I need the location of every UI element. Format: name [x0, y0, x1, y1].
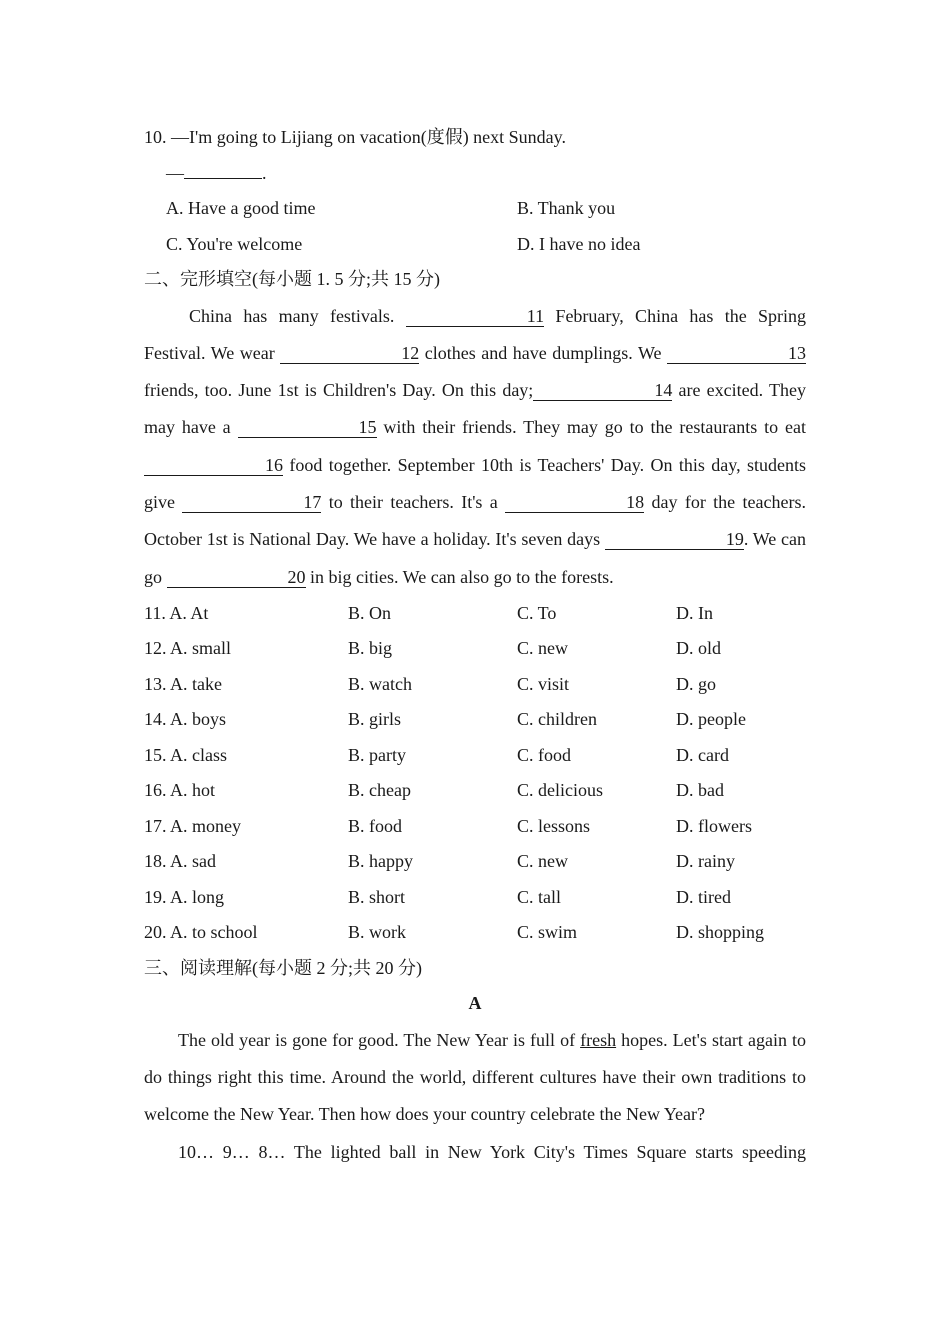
- question-row-14: [144, 702, 806, 738]
- reading-text: The old year is gone for good. The New Year is full of: [178, 1029, 581, 1050]
- q10-reply-period: .: [262, 162, 267, 183]
- cloze-blank-16[interactable]: [144, 455, 283, 476]
- option-17-b[interactable]: B. food: [348, 815, 402, 836]
- option-17-a[interactable]: 17. A. money: [144, 815, 241, 836]
- option-14-a[interactable]: 14. A. boys: [144, 709, 227, 730]
- option-12-d[interactable]: D. old: [676, 638, 721, 659]
- reading-text: hopes. Let's start again to do things right this time. Around the world, different cultures have their own traditions to welcome the New Year. Then how does your country celebrate the New Year?: [144, 1029, 806, 1125]
- question-row-17: [144, 809, 806, 845]
- option-11-d[interactable]: D. In: [676, 602, 713, 623]
- cloze-text: day for the teachers. October 1st is National Day. We have a holiday. It's seven days: [144, 491, 806, 550]
- option-15-c[interactable]: C. food: [517, 744, 571, 765]
- option-12-b[interactable]: B. big: [348, 638, 393, 659]
- cloze-blank-18[interactable]: [505, 492, 644, 513]
- option-15-a[interactable]: 15. A. class: [144, 744, 227, 765]
- question-row-11: [144, 596, 806, 632]
- option-16-d[interactable]: D. bad: [676, 780, 724, 801]
- cloze-text: China has many festivals.: [189, 305, 406, 326]
- section-3-heading: 三、阅读理解(每小题 2 分;共 20 分): [144, 957, 422, 978]
- option-20-a[interactable]: 20. A. to school: [144, 922, 258, 943]
- option-17-d[interactable]: D. flowers: [676, 815, 752, 836]
- option-13-d[interactable]: D. go: [676, 673, 716, 694]
- cloze-text: in big cities. We can also go to the forests.: [305, 566, 614, 587]
- option-14-b[interactable]: B. girls: [348, 709, 402, 730]
- cloze-text: friends, too. June 1st is Children's Day. On this day;: [144, 380, 534, 401]
- option-19-a[interactable]: 19. A. long: [144, 886, 225, 907]
- option-11-a[interactable]: 11. A. At: [144, 602, 209, 623]
- question-row-13: [144, 667, 806, 703]
- option-19-d[interactable]: D. tired: [676, 886, 731, 907]
- cloze-blank-11[interactable]: [406, 306, 544, 327]
- option-18-b[interactable]: B. happy: [348, 851, 413, 872]
- q10-option-d[interactable]: D. I have no idea: [517, 233, 641, 254]
- passage-a-label: A: [468, 993, 482, 1014]
- blank-number: 12: [401, 342, 420, 363]
- q10-option-b[interactable]: B. Thank you: [517, 198, 616, 218]
- option-13-b[interactable]: B. watch: [348, 673, 412, 694]
- option-14-c[interactable]: C. children: [517, 709, 597, 730]
- blank-number: 14: [654, 380, 673, 401]
- option-18-a[interactable]: 18. A. sad: [144, 851, 216, 872]
- q10-option-c[interactable]: C. You're welcome: [166, 233, 303, 254]
- option-11-b[interactable]: B. On: [348, 602, 392, 623]
- option-12-c[interactable]: C. new: [517, 638, 568, 659]
- cloze-blank-14[interactable]: [533, 380, 672, 401]
- cloze-blank-20[interactable]: [167, 567, 306, 588]
- q10-options-row-2: [144, 227, 806, 263]
- option-20-c[interactable]: C. swim: [517, 922, 578, 943]
- cloze-passage: [144, 298, 806, 596]
- blank-number: 11: [526, 305, 545, 326]
- option-19-b[interactable]: B. short: [348, 886, 406, 907]
- question-row-16: [144, 773, 806, 809]
- q10-reply: [144, 156, 806, 192]
- cloze-blank-15[interactable]: [238, 417, 377, 438]
- blank-number: 13: [788, 342, 806, 363]
- cloze-options: [144, 596, 806, 951]
- cloze-text: are excited. They may have a: [144, 380, 806, 438]
- option-16-a[interactable]: 16. A. hot: [144, 780, 216, 801]
- cloze-text: . We can go: [144, 529, 806, 587]
- reading-paragraph-2: 10… 9… 8… The lighted ball in New York City's Times Square starts speeding: [178, 1141, 806, 1162]
- option-18-c[interactable]: C. new: [517, 851, 568, 872]
- reading-paragraph-1: [144, 1022, 806, 1134]
- cloze-blank-17[interactable]: [182, 492, 321, 513]
- q10-option-a[interactable]: A. Have a good time: [166, 198, 316, 218]
- option-13-c[interactable]: C. visit: [517, 673, 570, 694]
- exam-page: [144, 120, 806, 1171]
- cloze-text: food together. September 10th is Teachers' Day. On this day, students give: [144, 454, 806, 512]
- question-row-12: [144, 631, 806, 667]
- option-14-d[interactable]: D. people: [676, 709, 746, 730]
- blank-number: 15: [358, 417, 377, 438]
- cloze-text: clothes and have dumplings. We: [419, 342, 667, 363]
- q10-options-row-1: [144, 191, 806, 227]
- option-15-b[interactable]: B. party: [348, 744, 406, 765]
- option-18-d[interactable]: D. rainy: [676, 851, 735, 872]
- option-16-c[interactable]: C. delicious: [517, 780, 603, 801]
- option-11-c[interactable]: C. To: [517, 602, 557, 623]
- cloze-blank-13[interactable]: [667, 343, 806, 364]
- blank-number: 16: [265, 454, 283, 475]
- option-20-d[interactable]: D. shopping: [676, 922, 765, 943]
- question-row-15: [144, 738, 806, 774]
- question-row-18: [144, 844, 806, 880]
- q10-answer-blank[interactable]: [184, 178, 262, 179]
- cloze-text: to their teachers. It's a: [321, 491, 506, 512]
- blank-number: 19: [725, 529, 744, 550]
- option-13-a[interactable]: 13. A. take: [144, 673, 222, 694]
- blank-number: 20: [287, 566, 306, 587]
- question-row-19: [144, 880, 806, 916]
- blank-number: 18: [626, 491, 645, 512]
- cloze-blank-12[interactable]: [280, 343, 419, 364]
- cloze-blank-19[interactable]: [605, 529, 744, 550]
- option-16-b[interactable]: B. cheap: [348, 780, 411, 801]
- option-12-a[interactable]: 12. A. small: [144, 638, 232, 659]
- cloze-text: February, China has the Spring Festival. We wear: [144, 305, 807, 363]
- option-15-d[interactable]: D. card: [676, 744, 729, 765]
- question-row-20: [144, 915, 806, 951]
- option-19-c[interactable]: C. tall: [517, 886, 561, 907]
- q10-reply-dash: —: [166, 162, 184, 183]
- section-2-heading: 二、完形填空(每小题 1. 5 分;共 15 分): [144, 269, 440, 289]
- q10-stem: 10. —I'm going to Lijiang on vacation(度假) next Sunday.: [144, 127, 567, 147]
- cloze-text: with their friends. They may go to the restaurants to eat: [376, 417, 806, 438]
- option-17-c[interactable]: C. lessons: [517, 815, 591, 836]
- underlined-word-fresh: fresh: [580, 1029, 617, 1050]
- option-20-b[interactable]: B. work: [348, 922, 406, 943]
- blank-number: 17: [303, 491, 322, 512]
